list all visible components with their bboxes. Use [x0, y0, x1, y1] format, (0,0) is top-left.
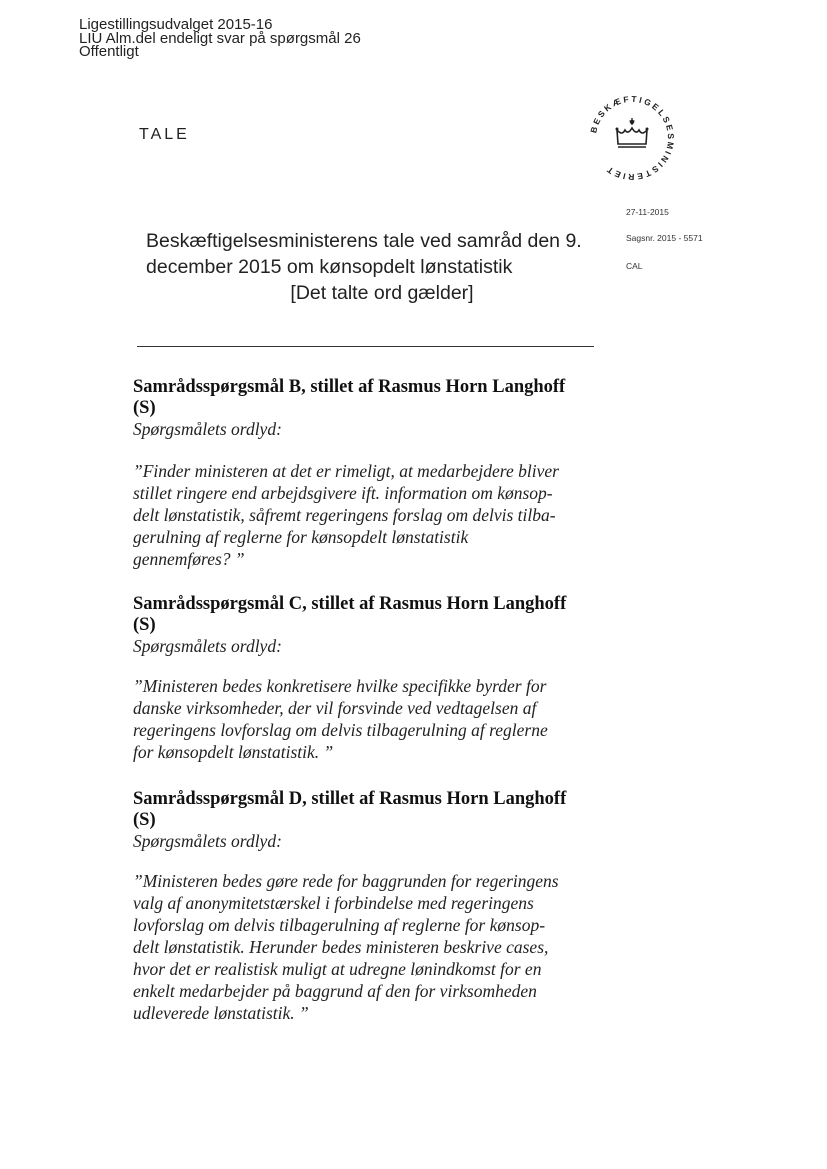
question-heading: Samrådsspørgsmål C, stillet af Rasmus Horn Langhoff (S) [133, 594, 567, 635]
question-text: ”Finder ministeren at det er rimeligt, at medarbejdere bliver stillet ringere end arbejdsgivere ift. information om kønsop- delt lønstatistik, såfremt regeringens forslag om delvis tilba- gerulning af reglerne for kønsopdelt lønstatistik gennemføres? ” [133, 461, 559, 569]
header-stamp [79, 18, 361, 59]
stamp-line-committee: Ligestillingsudvalget 2015-16 [79, 16, 273, 33]
crown-logo-icon [584, 90, 680, 186]
stamp-line-reference: LIU Alm.del endeligt svar på spørgsmål 26 [79, 29, 361, 47]
title-line-3: [Det talte ord gælder] [290, 282, 474, 304]
title-line-1: Beskæftigelsesministerens tale ved samråd den 9. [146, 230, 582, 252]
question-heading: Samrådsspørgsmål B, stillet af Rasmus Horn Langhoff (S) [133, 377, 566, 418]
logo-ring-text: BESKÆFTIGELSESMINISTERIET [588, 93, 677, 183]
document-type: TALE [139, 126, 190, 143]
divider [137, 346, 594, 347]
question-d [133, 789, 603, 1024]
svg-text:BESKÆFTIGELSESMINISTERIET [588, 94, 676, 182]
case-number: Sagsnr. 2015 - 5571 [626, 233, 703, 243]
title-line-2: december 2015 om kønsopdelt lønstatistik [146, 256, 513, 278]
question-c [133, 594, 603, 763]
question-b [133, 377, 603, 570]
question-subheading: Spørgsmålets ordlyd: [133, 831, 282, 851]
question-heading: Samrådsspørgsmål D, stillet af Rasmus Horn Langhoff (S) [133, 789, 567, 830]
question-subheading: Spørgsmålets ordlyd: [133, 419, 282, 439]
question-subheading: Spørgsmålets ordlyd: [133, 636, 282, 656]
question-text: ”Ministeren bedes konkretisere hvilke specifikke byrder for danske virksomheder, der vil forsvinde ved vedtagelsen af regeringens lovforslag om delvis tilbagerulning af reglerne for kønsopdelt lønstatistik. ” [133, 676, 548, 762]
author-initials: CAL [626, 261, 643, 271]
question-text: ”Ministeren bedes gøre rede for baggrunden for regeringens valg af anonymitetstærskel i forbindelse med regeringens lovforslag om delvis tilbagerulning af reglerne for kønsop- delt lønstatistik. Herunder bedes ministeren beskrive cases, hvor det er realistisk muligt at udregne lønindkomst for en enkelt medarbejder på baggrund af den for virksomheden udleverede lønstatistik. ” [133, 871, 559, 1023]
stamp-line-status: Offentligt [79, 43, 139, 60]
speech-title [146, 228, 586, 306]
document-date: 27-11-2015 [626, 207, 669, 217]
